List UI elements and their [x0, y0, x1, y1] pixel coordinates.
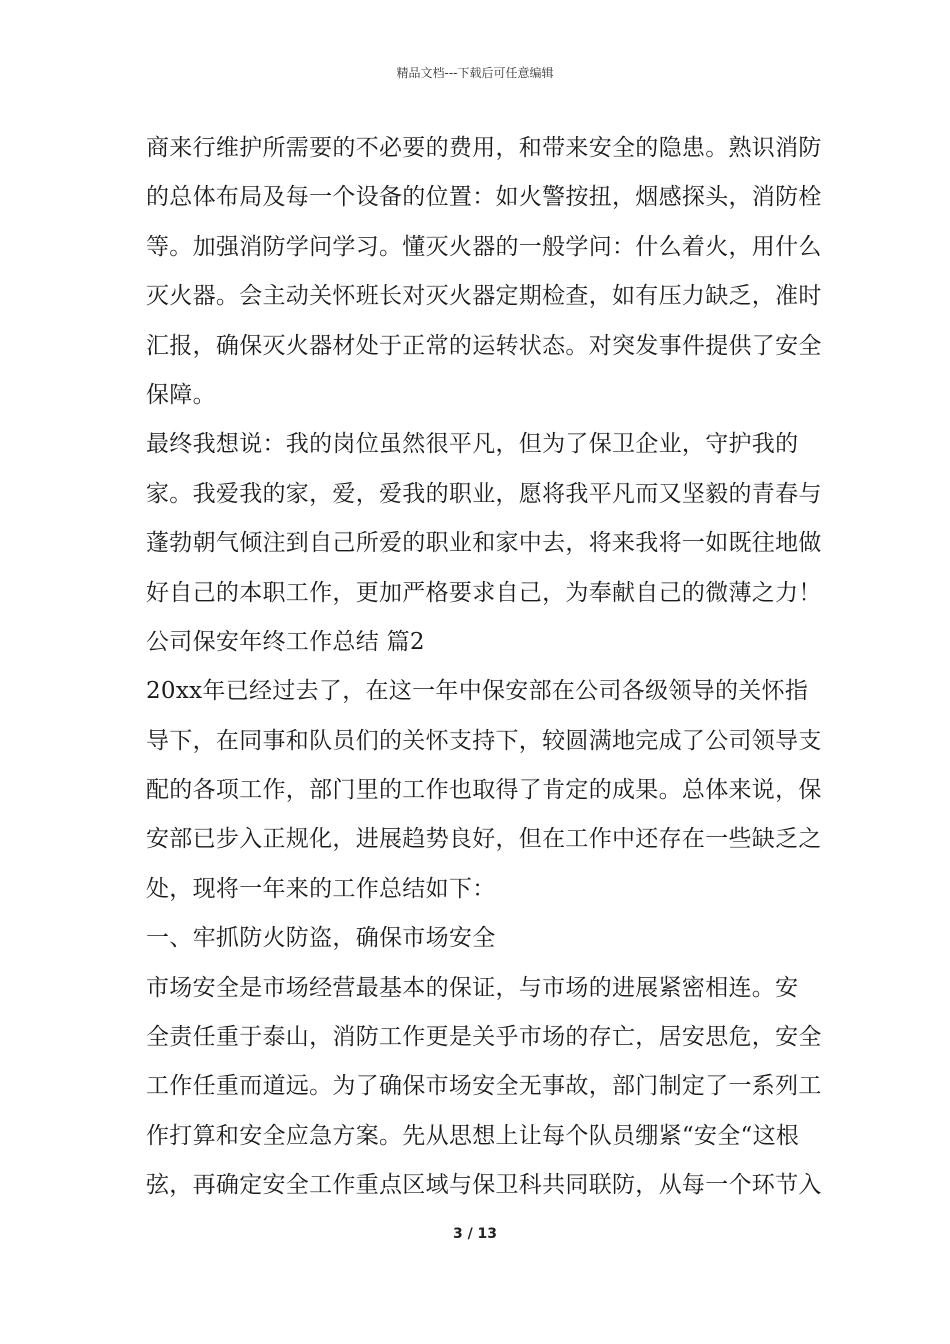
text-line: 蓬勃朝气倾注到自己所爱的职业和家中去，将来我将一如既往地做 [146, 530, 822, 557]
text-line: 工作任重而道远。为了确保市场安全无事故，部门制定了一系列工 [146, 1073, 822, 1100]
text-line: 作打算和安全应急方案。先从思想上让每个队员绷紧“安全“这根 [146, 1122, 800, 1149]
page-number: 3 / 13 [452, 1226, 498, 1242]
subsection-heading: 一、牢抓防火防盗，确保市场安全 [146, 925, 496, 952]
section-heading: 公司保安年终工作总结 篇2 [146, 628, 425, 655]
text-line: 处，现将一年来的工作总结如下： [146, 875, 496, 902]
page-header: 精品文档---下载后可任意编辑 [396, 66, 554, 80]
text-line: 的总体布局及每一个设备的位置：如火警按扭，烟感探头，消防栓 [146, 184, 822, 211]
text-line: 灭火器。会主动关怀班长对灭火器定期检查，如有压力缺乏，准时 [146, 283, 822, 310]
text-line: 家。我爱我的家，爱，爱我的职业，愿将我平凡而又坚毅的青春与 [146, 480, 822, 507]
text-line: 弦，再确定安全工作重点区域与保卫科共同联防，从每一个环节入 [146, 1172, 822, 1199]
document-body [146, 124, 822, 1211]
text-line: 配的各项工作，部门里的工作也取得了肯定的成果。总体来说，保 [146, 777, 822, 804]
text-line: 最终我想说：我的岗位虽然很平凡，但为了保卫企业，守护我的 [146, 431, 799, 458]
text-line: 汇报，确保灭火器材处于正常的运转状态。对突发事件提供了安全 [146, 332, 822, 359]
text-line: 导下，在同事和队员们的关怀支持下，较圆满地完成了公司领导支 [146, 727, 822, 754]
text-line: 市场安全是市场经营最基本的保证，与市场的进展紧密相连。安 [146, 974, 799, 1001]
text-line: 保障。 [146, 381, 216, 408]
text-line: 20xx年已经过去了，在这一年中保安部在公司各级领导的关怀指 [146, 678, 809, 705]
text-line: 全责任重于泰山，消防工作更是关乎市场的存亡，居安思危，安全 [146, 1024, 822, 1051]
text-line: 等。加强消防学问学习。懂灭火器的一般学问：什么着火，用什么 [146, 233, 822, 260]
text-line: 好自己的本职工作，更加严格要求自己，为奉献自己的微薄之力！ [146, 579, 822, 606]
text-line: 商来行维护所需要的不必要的费用，和带来安全的隐患。熟识消防 [146, 135, 822, 161]
text-line: 安部已步入正规化，进展趋势良好，但在工作中还存在一些缺乏之 [146, 826, 822, 853]
